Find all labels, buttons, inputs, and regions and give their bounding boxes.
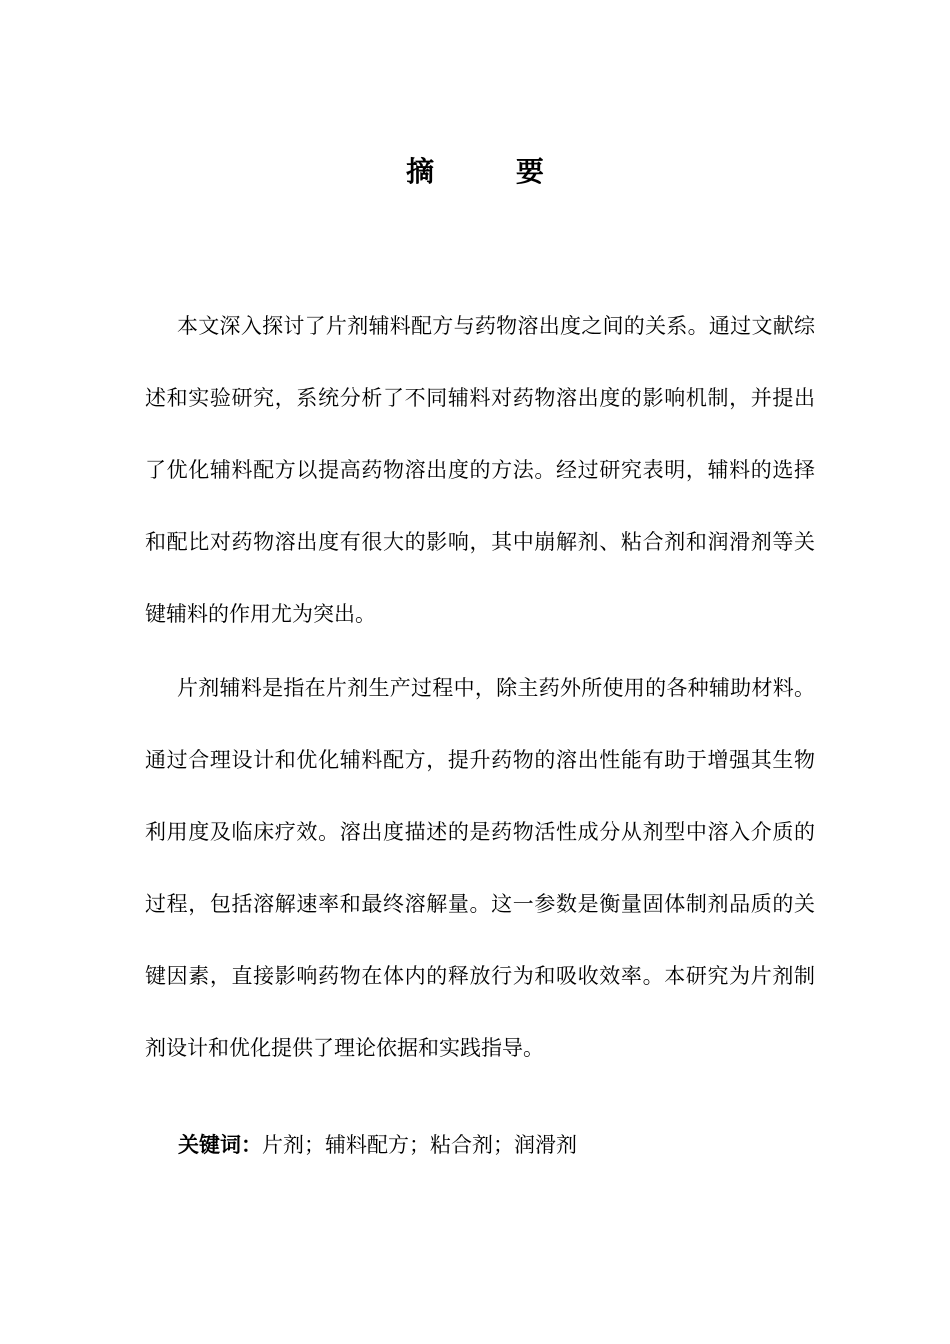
keywords-line bbox=[178, 1127, 577, 1163]
abstract-title: 摘 要 bbox=[406, 155, 580, 188]
abstract-paragraph-1: 本文深入探讨了片剂辅料配方与药物溶出度之间的关系。通过文献综述和实验研究，系统分析了不同辅料对药物溶出度的影响机制，并提出了优化辅料配方以提高药物溶出度的方法。经过研究表明，辅料的选择和配比对药物溶出度有很大的影响，其中崩解剂、粘合剂和润滑剂等关键辅料的作用尤为突出。 bbox=[145, 314, 815, 626]
keywords-value: 片剂；辅料配方；粘合剂；润滑剂 bbox=[262, 1133, 577, 1157]
abstract-paragraph-2: 片剂辅料是指在片剂生产过程中，除主药外所使用的各种辅助材料。通过合理设计和优化辅料配方，提升药物的溶出性能有助于增强其生物利用度及临床疗效。溶出度描述的是药物活性成分从剂型中溶入介质的过程，包括溶解速率和最终溶解量。这一参数是衡量固体制剂品质的关键因素，直接影响药物在体内的释放行为和吸收效率。本研究为片剂制剂设计和优化提供了理论依据和实践指导。 bbox=[145, 676, 815, 1060]
keywords-label: 关键词： bbox=[178, 1133, 262, 1157]
